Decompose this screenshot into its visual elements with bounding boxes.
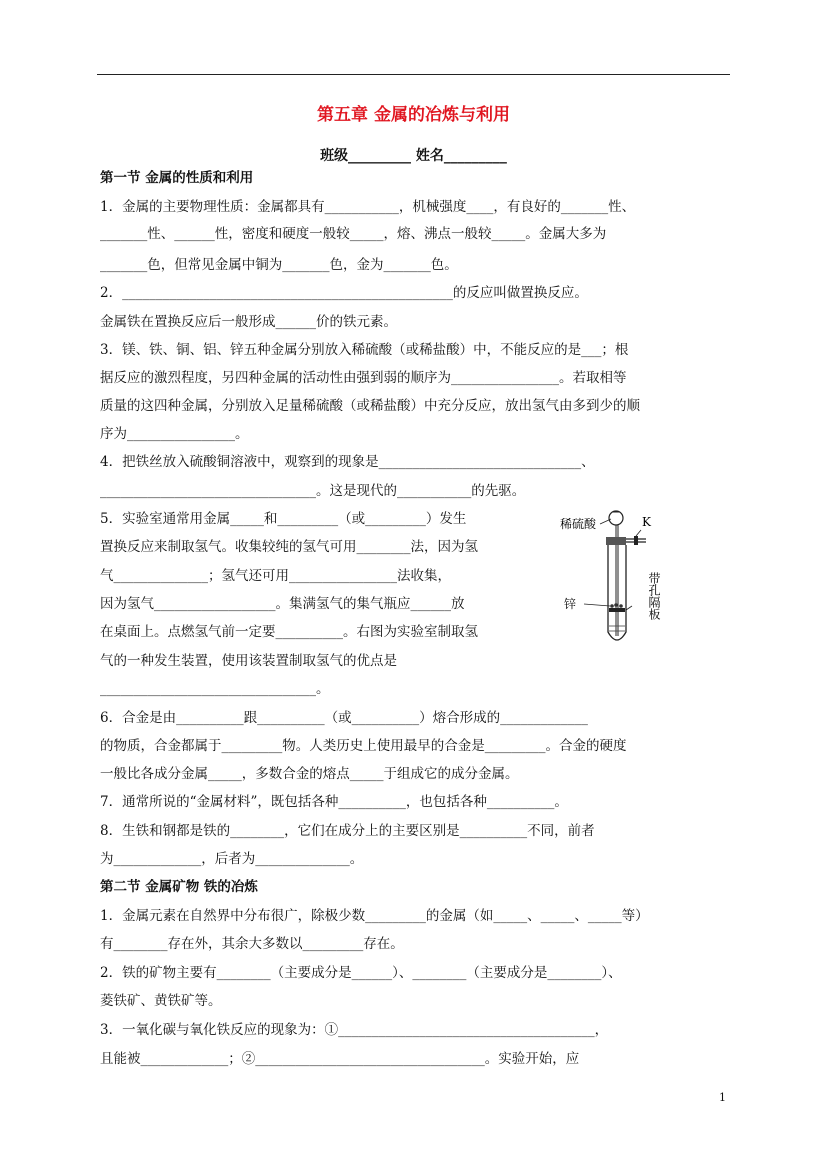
text-line: 有________存在外，其余大多数以_________存在。 <box>100 936 404 952</box>
text-line: 序为________________。 <box>100 426 249 442</box>
zinc-label: 锌 <box>564 597 577 611</box>
text-line: 为_____________，后者为______________。 <box>100 851 364 867</box>
text-line: 2．_________________________________________________的反应叫做置换反应。 <box>100 285 588 301</box>
page-number: 1 <box>719 1091 726 1104</box>
section-heading: 第二节 金属矿物 铁的冶炼 <box>100 879 258 895</box>
text-line: 1．金属的主要物理性质：金属都具有___________，机械强度____，有良好的_______性、 <box>100 199 636 215</box>
text-line: 2．铁的矿物主要有________（主要成分是______）、________（主要成分是________）、 <box>100 965 622 981</box>
text-line: 的物质，合金都属于_________物。人类历史上使用最早的合金是_________。合金的硬度 <box>100 738 627 754</box>
class-name-line: 班级_________ 姓名_________ <box>320 148 507 164</box>
text-line: 3．镁、铁、铜、铝、锌五种金属分别放入稀硫酸（或稀盐酸）中，不能反应的是___；根 <box>100 342 629 358</box>
hydrogen-generator-figure <box>558 506 668 648</box>
text-line: 置换反应来制取氢气。收集较纯的氢气可用________法，因为氢 <box>100 539 478 555</box>
text-line: _______色，但常见金属中铜为_______色，金为_______色。 <box>100 257 458 273</box>
text-line: 质量的这四种金属，分别放入足量稀硫酸（或稀盐酸）中充分反应，放出氢气由多到少的顺 <box>100 398 640 414</box>
text-line: ________________________________。这是现代的___________的先驱。 <box>100 483 526 499</box>
page-title: 第五章 金属的冶炼与利用 <box>317 105 510 125</box>
text-line: 3．一氧化碳与氧化铁反应的现象为：①______________________________________， <box>100 1022 609 1038</box>
text-line: 在桌面上。点燃氢气前一定要__________。右图为实验室制取氢 <box>100 624 478 640</box>
text-line: 8．生铁和钢都是铁的________，它们在成分上的主要区别是__________不同，前者 <box>100 823 595 839</box>
text-line: _______性、______性，密度和硬度一般较_____，熔、沸点一般较_____。金属大多为 <box>100 226 607 242</box>
text-line: 且能被_____________；②__________________________________。实验开始，应 <box>100 1051 580 1067</box>
text-line: 6．合金是由__________跟__________（或__________）熔合形成的_____________ <box>100 710 588 726</box>
text-line: 金属铁在置换反应后一般形成______价的铁元素。 <box>100 314 397 330</box>
text-line: 7．通常所说的“金属材料”，既包括各种__________，也包括各种__________。 <box>100 794 568 810</box>
text-line: ________________________________。 <box>100 681 330 697</box>
header-rule <box>97 74 730 75</box>
text-line: 一般比各成分金属_____，多数合金的熔点_____于组成它的成分金属。 <box>100 766 519 782</box>
text-line: 据反应的激烈程度，另四种金属的活动性由强到弱的顺序为________________。若取相等 <box>100 370 627 386</box>
acid-label: 稀硫酸 <box>560 517 597 531</box>
text-line: 4．把铁丝放入硫酸铜溶液中，观察到的现象是______________________________、 <box>100 454 595 470</box>
text-line: 1．金属元素在自然界中分布很广，除极少数_________的金属（如_____、_____、_____等） <box>100 908 649 924</box>
valve-label: K <box>642 515 651 529</box>
section-heading: 第一节 金属的性质和利用 <box>100 170 254 186</box>
text-line: 菱铁矿、黄铁矿等。 <box>100 993 222 1009</box>
text-line: 气______________；氢气还可用________________法收集， <box>100 568 451 584</box>
plate-label: 带孔隔板 <box>647 572 661 620</box>
text-line: 因为氢气__________________。集满氢气的集气瓶应______放 <box>100 596 465 612</box>
text-line: 气的一种发生装置，使用该装置制取氢气的优点是 <box>100 653 397 669</box>
text-line: 5．实验室通常用金属_____和_________（或_________）发生 <box>100 511 467 527</box>
